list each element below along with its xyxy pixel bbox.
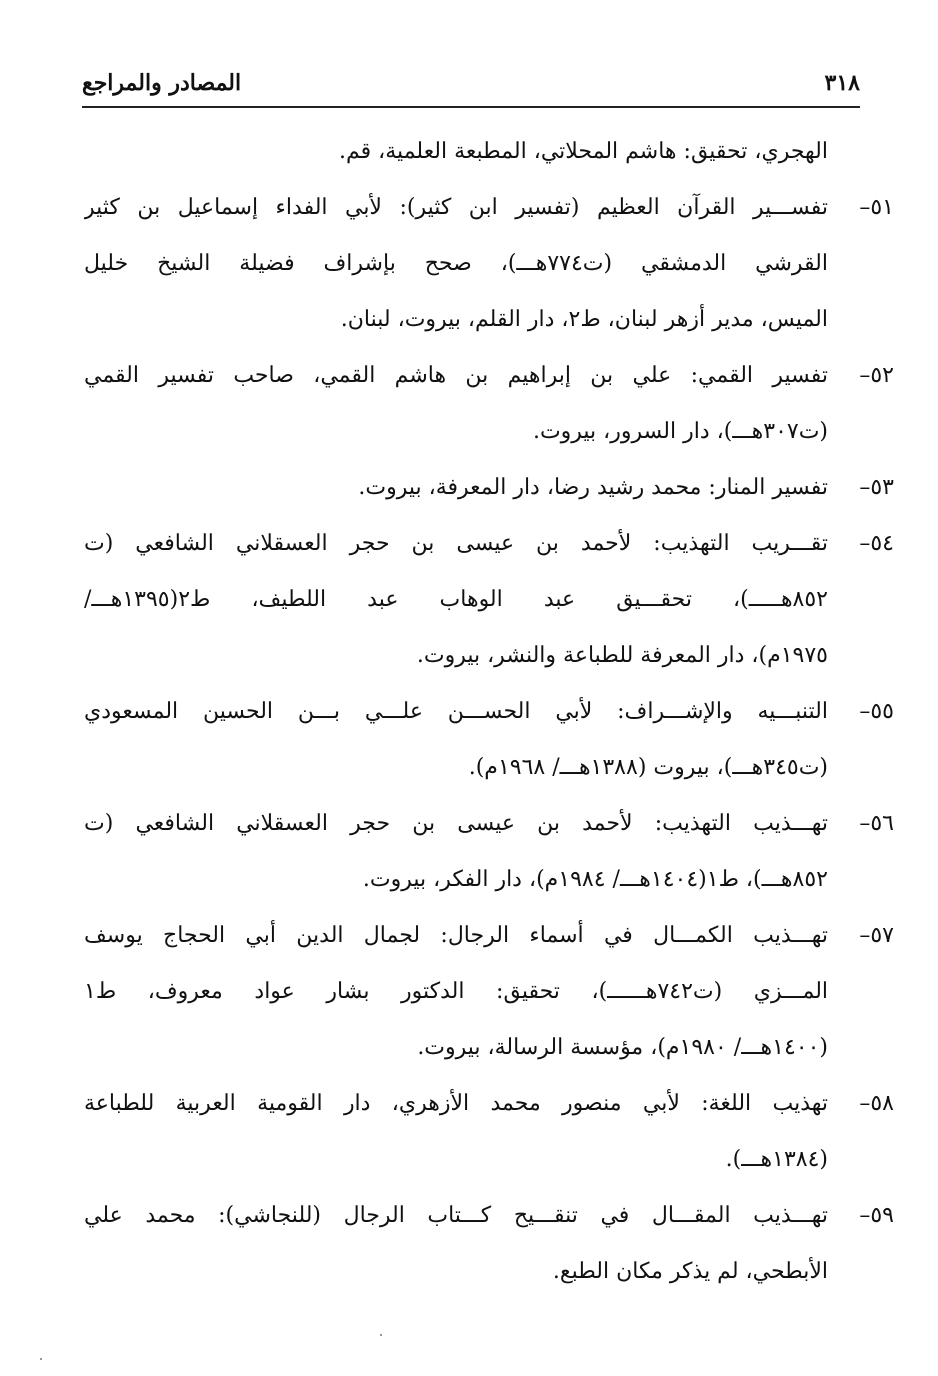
reference-line: [84, 1020, 828, 1076]
scan-speck: [40, 1358, 42, 1360]
reference-text: تهـــذيب التهذيب: لأحمد بن عيسى بن حجر العسقلاني الشافعي (ت: [84, 811, 828, 836]
reference-number: ٥٣–: [859, 475, 894, 500]
reference-number: [832, 740, 894, 796]
reference-line: [84, 180, 894, 236]
reference-number: ٥٤–: [859, 531, 894, 556]
running-header: [82, 62, 860, 106]
reference-text: تفســـير القرآن العظيم (تفسير ابن كثير): لأبي الفداء إسماعيل بن كثير: [84, 195, 828, 220]
reference-text: ٨٥٢هـــــ)، تحقـــيق عبد الوهاب عبد اللطيف، ط٢(١٣٩٥هـــ/: [84, 587, 828, 612]
reference-line: [84, 628, 828, 684]
reference-line: [84, 1132, 828, 1188]
scan-speck: [380, 1334, 382, 1336]
reference-line: [84, 1188, 894, 1244]
reference-line: [84, 572, 828, 628]
reference-number: ٥٩–: [859, 1203, 894, 1228]
reference-number: [832, 1132, 894, 1188]
reference-number: [832, 404, 894, 460]
reference-line: [84, 124, 828, 180]
reference-text: التنبـــيه والإشـــراف: لأبي الحســـن علـــي بـــن الحسين المسعودي: [84, 699, 828, 724]
reference-line: [84, 964, 828, 1020]
reference-text: تهـــذيب المقـــال في تنقـــيح كـــتاب الرجال (للنجاشي): محمد علي: [84, 1203, 828, 1228]
reference-text: الميس، مدير أزهر لبنان، ط٢، دار القلم، بيروت، لبنان.: [340, 307, 828, 332]
reference-number: ٥١–: [859, 195, 894, 220]
reference-text: الأبطحي، لم يذكر مكان الطبع.: [552, 1259, 828, 1284]
reference-text: تهـــذيب الكمـــال في أسماء الرجال: لجمال الدين أبي الحجاج يوسف: [84, 923, 828, 948]
reference-text: تفسير المنار: محمد رشيد رضا، دار المعرفة، بيروت.: [358, 475, 828, 500]
reference-text: القرشي الدمشقي (ت٧٧٤هـــ)، صحح بإشراف فضيلة الشيخ خليل: [84, 251, 828, 276]
header-title: المصادر والمراجع: [82, 70, 242, 96]
reference-line: [84, 1244, 828, 1300]
reference-number: [832, 236, 894, 292]
reference-line: [84, 796, 894, 852]
reference-line: [84, 908, 894, 964]
reference-number: [832, 964, 894, 1020]
reference-line: [84, 852, 828, 908]
reference-text: الهجري، تحقيق: هاشم المحلاتي، المطبعة العلمية، قم.: [339, 139, 828, 164]
reference-line: [84, 348, 894, 404]
reference-number: [832, 628, 894, 684]
reference-number: [832, 572, 894, 628]
reference-text: تقـــريب التهذيب: لأحمد بن عيسى بن حجر العسقلاني الشافعي (ت: [84, 531, 828, 556]
reference-line: [84, 516, 894, 572]
references-list: [84, 124, 894, 1300]
reference-line: [84, 684, 894, 740]
page-number: ٣١٨: [824, 70, 860, 96]
reference-line: [84, 740, 828, 796]
header-divider: [82, 106, 860, 108]
reference-number: [832, 292, 894, 348]
reference-line: [84, 292, 828, 348]
reference-text: (١٣٨٤هـــ).: [725, 1147, 828, 1172]
reference-number: ٥٧–: [859, 923, 894, 948]
reference-line: [84, 460, 894, 516]
reference-text: ٨٥٢هـــ)، ط١(١٤٠٤هـــ/ ١٩٨٤م)، دار الفكر، بيروت.: [362, 867, 828, 892]
reference-text: تفسير القمي: علي بن إبراهيم بن هاشم القمي، صاحب تفسير القمي: [84, 363, 828, 388]
reference-text: (ت٣٠٧هـــ)، دار السرور، بيروت.: [532, 419, 828, 444]
reference-number: [832, 852, 894, 908]
reference-number: [832, 124, 894, 180]
reference-line: [84, 1076, 894, 1132]
reference-text: تهذيب اللغة: لأبي منصور محمد الأزهري، دار القومية العربية للطباعة: [84, 1091, 828, 1116]
reference-number: ٥٨–: [859, 1091, 894, 1116]
reference-text: (١٤٠٠هـــ/ ١٩٨٠م)، مؤسسة الرسالة، بيروت.: [417, 1035, 828, 1060]
reference-number: [832, 1244, 894, 1300]
reference-number: ٥٢–: [859, 363, 894, 388]
reference-text: (ت٣٤٥هـــ)، بيروت (١٣٨٨هـــ/ ١٩٦٨م).: [468, 755, 828, 780]
reference-line: [84, 404, 828, 460]
reference-number: ٥٥–: [859, 699, 894, 724]
reference-number: ٥٦–: [859, 811, 894, 836]
reference-text: ١٩٧٥م)، دار المعرفة للطباعة والنشر، بيروت.: [416, 643, 828, 668]
reference-text: المـــزي (ت٧٤٢هــــــ)، تحقيق: الدكتور بشار عواد معروف، ط١: [84, 979, 828, 1004]
reference-number: [832, 1020, 894, 1076]
reference-line: [84, 236, 828, 292]
